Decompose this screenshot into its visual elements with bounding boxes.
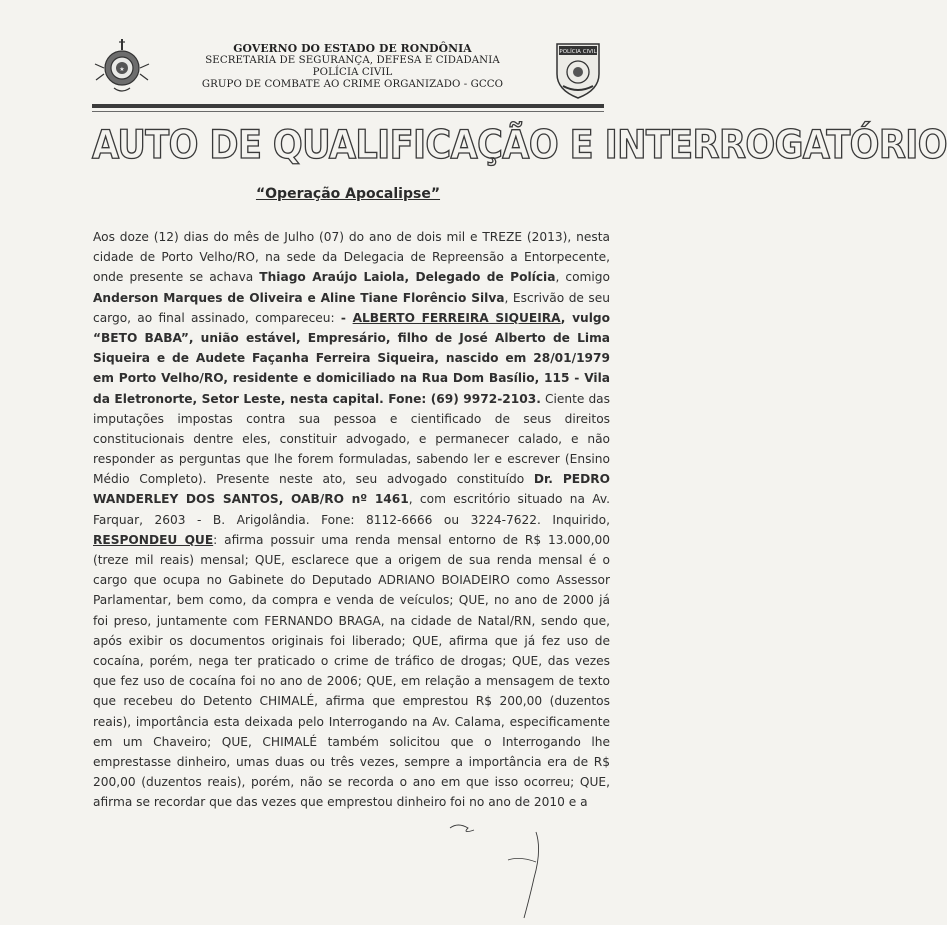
header-institution xyxy=(160,43,545,91)
body-line xyxy=(93,691,610,711)
header-line-government: GOVERNO DO ESTADO DE RONDÔNIA xyxy=(233,42,472,55)
badge-label: POLÍCIA CIVIL xyxy=(559,49,597,55)
police-badge-icon xyxy=(553,36,603,100)
body-text-segment: , com escritório situado na Av. xyxy=(408,492,610,507)
body-line xyxy=(93,328,610,348)
interrogation-body xyxy=(93,227,610,812)
body-text-segment: cargo, ao final assinado, compareceu: xyxy=(93,310,341,325)
body-line xyxy=(93,550,610,570)
svg-text:★: ★ xyxy=(119,66,125,73)
body-text-segment: em Porto Velho/RO, residente e domiciliado na Rua Dom Basílio, 115 - Vila xyxy=(93,371,610,386)
body-text-segment: Parlamentar, bem como, da compra e venda de veículos; QUE, no ano de 2000 já xyxy=(93,593,610,608)
body-text-segment: 200,00 (duzentos reais), porém, não se recorda o ano em que isso ocorreu; QUE, xyxy=(93,775,610,790)
body-text-segment: constitucionais dentre eles, constituir advogado, e permanecer calado, e não xyxy=(93,431,610,446)
body-text-segment: Siqueira e de Audete Façanha Ferreira Siqueira, nascido em 28/01/1979 xyxy=(93,351,610,366)
body-line xyxy=(93,671,610,691)
body-text-segment: onde presente se achava xyxy=(93,270,260,285)
body-line xyxy=(93,530,610,550)
body-line xyxy=(93,792,610,812)
body-text-segment: que recebeu do Detento CHIMALÉ, afirma que emprestou R$ 200,00 (duzentos xyxy=(93,694,610,709)
body-text-segment: emprestasse dinheiro, umas duas ou três vezes, sempre a importância era de R$ xyxy=(93,754,610,769)
body-text-segment: após exibir os documentos originais foi liberado; QUE, afirma que já fez uso de xyxy=(93,633,610,648)
body-line xyxy=(93,611,610,631)
body-text-segment: foi preso, juntamente com FERNANDO BRAGA, na cidade de Natal/RN, sendo que, xyxy=(93,613,610,628)
body-text-segment: , comigo xyxy=(555,270,610,285)
body-text-segment: afirma se recordar que das vezes que emprestou dinheiro foi no ano de 2010 e a xyxy=(93,795,588,810)
body-text-segment: cargo que ocupa no Gabinete do Deputado ADRIANO BOIADEIRO como Assessor xyxy=(93,573,610,588)
body-line xyxy=(93,227,610,247)
header-line-police: POLÍCIA CIVIL xyxy=(312,67,393,78)
header-line-secretariat: SECRETARIA DE SEGURANÇA, DEFESA E CIDADANIA xyxy=(205,55,500,66)
body-line xyxy=(93,389,610,409)
body-text-segment: cidade de Porto Velho/RO, na sede da Delegacia de Repreensão a Entorpecente, xyxy=(93,250,610,265)
body-text-segment: Ciente das xyxy=(540,391,610,406)
body-text-segment: Anderson Marques de Oliveira e Aline Tiane Florêncio Silva xyxy=(93,290,505,305)
body-text-segment: - xyxy=(340,310,353,325)
body-text-segment: da Eletronorte, Setor Leste, nesta capital. Fone: (69) 9972-2103. xyxy=(93,391,541,406)
body-line xyxy=(93,368,610,388)
body-line xyxy=(93,267,610,287)
body-text-segment: WANDERLEY DOS SANTOS, OAB/RO nº 1461 xyxy=(93,492,409,507)
body-line xyxy=(93,570,610,590)
header-line-group: GRUPO DE COMBATE AO CRIME ORGANIZADO - GCCO xyxy=(201,79,504,90)
body-text-segment: RESPONDEU QUE xyxy=(93,532,214,547)
body-line xyxy=(93,469,610,489)
body-line xyxy=(93,772,610,792)
body-line xyxy=(93,348,610,368)
body-line xyxy=(93,489,610,509)
body-line xyxy=(93,651,610,671)
body-text-segment: : afirma possuir uma renda mensal entorno de R$ 13.000,00 xyxy=(213,532,611,547)
body-line xyxy=(93,409,610,429)
body-line xyxy=(93,429,610,449)
body-text-segment: reais), importância esta deixada pelo Interrogando na Av. Calama, especificamente xyxy=(93,714,610,729)
header-divider-thin xyxy=(92,111,604,112)
body-line xyxy=(93,510,610,530)
document-title: AUTO DE QUALIFICAÇÃO E INTERROGATÓRIO xyxy=(92,123,947,168)
body-line xyxy=(93,631,610,651)
body-text-segment: Aos doze (12) dias do mês de Julho (07) do ano de dois mil e TREZE (2013), nesta xyxy=(93,230,610,244)
body-text-segment: “BETO BABA”, união estável, Empresário, filho de José Alberto de Lima xyxy=(93,330,610,345)
body-text-segment: Thiago Araújo Laiola, Delegado de Polícia xyxy=(259,270,556,285)
body-text-segment: ALBERTO FERREIRA SIQUEIRA xyxy=(352,310,561,325)
body-text-segment: Dr. PEDRO xyxy=(533,472,610,487)
body-line xyxy=(93,590,610,610)
body-text-segment: Médio Completo). Presente neste ato, seu advogado constituído xyxy=(93,472,534,487)
body-text-segment: , vulgo xyxy=(560,310,610,325)
body-line xyxy=(93,732,610,752)
state-coat-of-arms-icon xyxy=(92,36,152,96)
body-text-segment: imputações impostas contra sua pessoa e cientificado de seus direitos xyxy=(93,411,610,426)
body-line xyxy=(93,308,610,328)
body-text-segment: cocaína, porém, nega ter praticado o crime de tráfico de drogas; QUE, das vezes xyxy=(93,653,610,668)
header-divider-thick xyxy=(92,104,604,108)
body-text-segment: , Escrivão de seu xyxy=(504,290,610,305)
body-line xyxy=(93,449,610,469)
operation-name: “Operação Apocalipse” xyxy=(255,186,441,202)
body-text-segment: que fez uso de cocaína foi no ano de 2006; QUE, em relação a mensagem de texto xyxy=(93,674,610,689)
body-line xyxy=(93,288,610,308)
handwritten-signature xyxy=(438,820,578,920)
body-line xyxy=(93,752,610,772)
body-text-segment: Farquar, 2603 - B. Arigolândia. Fone: 8112-6666 ou 3224-7622. Inquirido, xyxy=(93,512,610,527)
body-text-segment: responder as perguntas que lhe forem formuladas, sabendo ler e escrever (Ensino xyxy=(93,452,610,467)
body-line xyxy=(93,247,610,267)
body-text-segment: (treze mil reais) mensal; QUE, esclarece que a origem de sua renda mensal é o xyxy=(93,553,610,567)
body-line xyxy=(93,712,610,732)
body-text-segment: em um Chaveiro; QUE, CHIMALÉ também solicitou que o Interrogando lhe xyxy=(93,734,610,749)
